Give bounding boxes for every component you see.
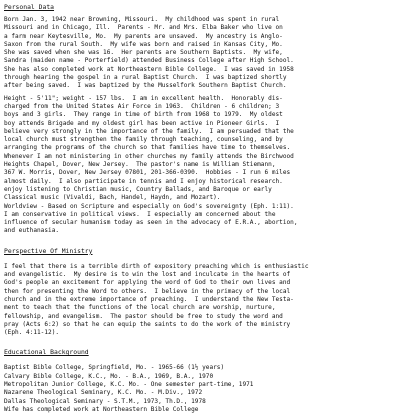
text-line: believe very strongly in the importance of the family. I am persuaded that the [4, 127, 294, 135]
text-line: enjoy listening to Christian music, Country Ballads, and Baroque or early [4, 185, 272, 193]
personal-data-text [4, 16, 396, 236]
text-line: She has also completed work at Northeastern Bible College. I was saved in 1958 [4, 65, 294, 73]
list-item: Calvary Bible College, K.C., Mo. - B.A., 1969, B.A., 1970 [4, 372, 214, 380]
text-line: 367 W. Morris, Dover, New Jersey 07801, 201-366-0390. Hobbies - I run 6 miles [4, 169, 291, 177]
educational-background-list [4, 364, 396, 414]
text-line: Saxon from the rural South. My wife was born and raised in Kansas City, Mo. [4, 40, 283, 48]
text-line: ment to teach that the functions of the local church are worship, nurture, [4, 304, 276, 312]
text-line: Height - 5'11"; weight - 157 lbs. I am in excellent health. Honorably dis- [4, 94, 283, 102]
list-item: Metropolitan Junior College, K.C. Mo. - One semester part-time, 1971 [4, 380, 254, 388]
educational-background-heading: Educational Background [4, 348, 89, 357]
text-line: Born Jan. 3, 1942 near Browning, Missouri. My childhood was spent in rural [4, 16, 280, 23]
text-line: Missouri and in Chicago, Ill. Parents - Mr. and Mrs. Elba Baker who live on [4, 24, 283, 32]
list-item: Nazarene Theological Seminary, K.C. Mo. - M.Div., 1972 [4, 389, 203, 397]
text-line: boy attends Brigade and my oldest girl has been active in Pioneer Girls. I [4, 119, 280, 127]
text-line: Whenever I am not ministering in other churches my family attends the Birchwood [4, 152, 294, 160]
text-line: charged from the United States Air Force in 1963. Children - 6 children; 3 [4, 102, 280, 110]
text-line: She was saved when she was 16. Her parents are Southern Baptists. My wife, [4, 49, 283, 57]
perspective-of-ministry-text [4, 263, 396, 338]
text-line: and euthanasia. [4, 227, 60, 235]
text-line: I am conservative in political views. I especially am concerned about the [4, 210, 276, 218]
text-line: I feel that there is a terrible dirth of expository preaching which is enthusiastic [4, 262, 309, 270]
text-line: pray (Acts 6:2) so that he can equip the saints to do the work of the ministry [4, 320, 291, 328]
text-line: almost daily. I also participate in tennis and I enjoy historical research. [4, 177, 283, 185]
text-line: a farm near Keytesville, Mo. My parents are unsaved. My ancestry is Anglo- [4, 32, 283, 40]
text-line: Classical music (Vivaldi, Bach, Handel, Haydn, and Mozart). [4, 194, 221, 202]
text-line: local church must strengthen the family through teaching, counseling, and by [4, 136, 283, 144]
text-line: Heights Chapel, Dover, New Jersey. The pastor's name is William Stiemann, [4, 161, 276, 169]
text-line: through hearing the gospel in a rural Baptist Church. I was baptized shortly [4, 74, 287, 82]
text-line: Worldview - Based on Scripture and especially on God's sovereignty (Eph. 1:11). [4, 202, 294, 210]
text-line: arranging the programs of the church so that families have time to themselves. [4, 144, 291, 152]
text-line: then for presenting the Word to others. I believe in the primacy of the local [4, 287, 291, 295]
text-line: boys and 3 girls. They range in time of birth from 1968 to 1979. My oldest [4, 111, 283, 119]
text-line: influence of secular humanism today as seen in the advocacy of E.R.A., abortion, [4, 219, 298, 227]
list-item: Baptist Bible College, Springfield, Mo. - 1965-66 (1½ years) [4, 364, 225, 372]
personal-data-heading: Personal Data [4, 3, 55, 11]
text-line: and evangelistic. My desire is to win the lost and inculcate in the hearts of [4, 271, 291, 279]
perspective-of-ministry-heading: Perspective Of Ministry [4, 246, 93, 255]
text-line: church and in the extreme importance of preaching. I understand the New Testa- [4, 295, 294, 303]
list-item: Dallas Theological Seminary - S.T.M., 1973, Th.D., 1978 [4, 397, 206, 405]
text-line: fellowship, and evangelism. The pastor should be free to study the word and [4, 312, 283, 320]
text-line: (Eph. 4:11-12). [4, 329, 60, 337]
list-item: Wife has completed work at Northeastern Bible College [4, 405, 199, 413]
text-line: Sandra (maiden name - Porterfield) attended Business College after High School. [4, 57, 294, 65]
text-line: after being saved. I was baptized by the Musselfork Southern Baptist Church. [4, 82, 287, 90]
text-line: God's people an excitement for applying the word of God to their own lives and [4, 279, 291, 287]
